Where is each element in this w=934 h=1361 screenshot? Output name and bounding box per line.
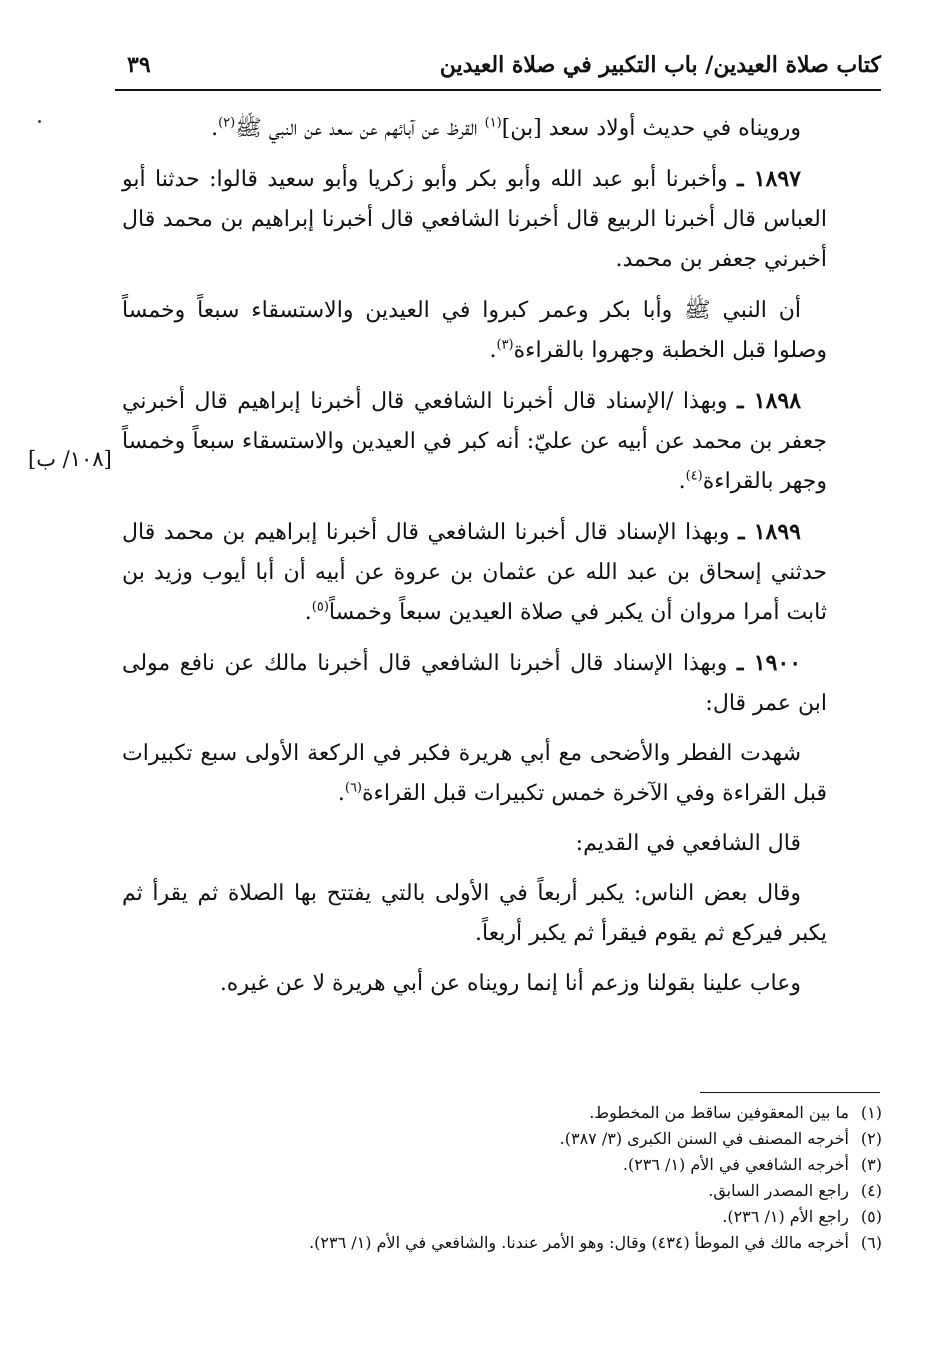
paragraph-8 [122,874,827,954]
paragraph-4 [122,512,827,633]
footnote-number: (٣) [860,1155,882,1174]
paragraph-end: . [489,338,497,363]
paragraph-text: شهدت الفطر والأضحى مع أبي هريرة فكبر في الركعة الأولى سبع تكبيرات قبل القراءة وفي الآخرة خمس تكبيرات قبل القراءة [122,741,827,806]
hadith-number: ١٩٠٠ ـ [737,650,802,676]
footnote-ref: (١) [484,115,502,131]
running-header [115,50,881,90]
footnote-5 [160,1204,882,1230]
page-number: ٣٩ [127,52,151,78]
paragraph-text-cont: القرظ عن آبائهم عن سعد عن النبي ﷺ [235,116,485,141]
manuscript-folio-note: [١٠٨/ ب] [28,447,112,471]
paragraph-5 [122,643,827,724]
paragraph-text: وبهذا الإسناد قال أخبرنا الشافعي قال أخبرنا مالك عن نافع مولى ابن عمر قال: [122,651,827,716]
footnotes [160,1100,882,1256]
paragraph-text: أن النبي ﷺ وأبا بكر وعمر كبروا في العيدين والاستسقاء سبعاً وخمساً وصلوا قبل الخطبة وجهروا بالقراءة [122,298,827,363]
paragraph-3 [122,381,827,502]
paragraph-9 [122,964,827,1004]
paragraph-end: . [678,469,686,494]
hadith-number: ١٨٩٩ ـ [738,519,801,545]
paragraph-1 [122,159,827,280]
footnote-text: راجع المصدر السابق. [708,1181,849,1200]
footnote-number: (٤) [860,1181,882,1200]
paragraph-end: . [304,600,312,625]
footnote-number: (٢) [860,1129,882,1148]
paragraph-text: وبهذا الإسناد قال أخبرنا الشافعي قال أخبرنا إبراهيم بن محمد قال حدثني إسحاق بن عبد الله عن عثمان بن عروة عن أبيه أن أبا أيوب وزيد بن ثابت أمرا مروان أن يكبر في صلاة العيدين سبعاً وخمساً [122,520,827,625]
footnote-number: (٥) [860,1207,882,1226]
paragraph-text: وعاب علينا بقولنا وزعم أنا إنما رويناه عن أبي هريرة لا عن غيره. [219,971,801,996]
footnote-number: (٦) [860,1233,882,1252]
main-text [122,108,827,1014]
hadith-number: ١٨٩٧ ـ [737,166,801,192]
margin-speck [38,120,41,123]
paragraph-text: قال الشافعي في القديم: [575,831,801,856]
paragraph-end: . [337,781,345,806]
footnote-ref: (٤) [685,468,703,484]
header-title: كتاب صلاة العيدين/ باب التكبير في صلاة العيدين [439,52,881,78]
footnote-2 [160,1126,882,1152]
footnote-separator [700,1092,880,1093]
footnote-1 [160,1100,882,1126]
footnote-number: (١) [860,1103,882,1122]
paragraph-text: وأخبرنا أبو عبد الله وأبو بكر وأبو زكريا وأبو سعيد قالوا: حدثنا أبو العباس قال أخبرنا الربيع قال أخبرنا الشافعي قال أخبرنا إبراهيم بن محمد قال أخبرني جعفر بن محمد. [122,167,827,272]
paragraph-text: ورويناه في حديث أولاد سعد [بن] [501,116,801,141]
footnote-text: أخرجه الشافعي في الأم (١/ ٢٣٦). [622,1155,849,1174]
footnote-6 [160,1230,882,1256]
footnote-text: أخرجه المصنف في السنن الكبرى (٣/ ٣٨٧). [559,1129,849,1148]
footnote-text: راجع الأم (١/ ٢٣٦). [722,1207,849,1226]
footnote-text: ما بين المعقوفين ساقط من المخطوط. [589,1103,849,1122]
paragraph-text: وقال بعض الناس: يكبر أربعاً في الأولى بالتي يفتتح بها الصلاة ثم يقرأ ثم يكبر فيركع ثم يقوم فيقرأ ثم يكبر أربعاً. [122,881,827,946]
footnote-ref: (٦) [344,780,362,796]
paragraph-7 [122,824,827,864]
paragraph-0 [122,108,827,149]
footnote-4 [160,1178,882,1204]
footnote-ref: (٥) [311,599,329,615]
footnote-ref: (٢) [218,115,236,131]
footnote-text: أخرجه مالك في الموطأ (٤٣٤) وقال: وهو الأمر عندنا. والشافعي في الأم (١/ ٢٣٦). [309,1233,849,1252]
paragraph-2 [122,290,827,371]
header-rule [115,89,881,91]
footnote-ref: (٣) [496,337,514,353]
footnote-3 [160,1152,882,1178]
hadith-number: ١٨٩٨ ـ [737,388,802,414]
paragraph-text: وبهذا /الإسناد قال أخبرنا الشافعي قال أخبرنا إبراهيم قال أخبرني جعفر بن محمد عن أبيه عن عليّ: أنه كبر في العيدين والاستسقاء سبعاً وخمساً وجهر بالقراءة [122,389,827,494]
paragraph-end: . [211,116,219,141]
paragraph-6 [122,734,827,814]
